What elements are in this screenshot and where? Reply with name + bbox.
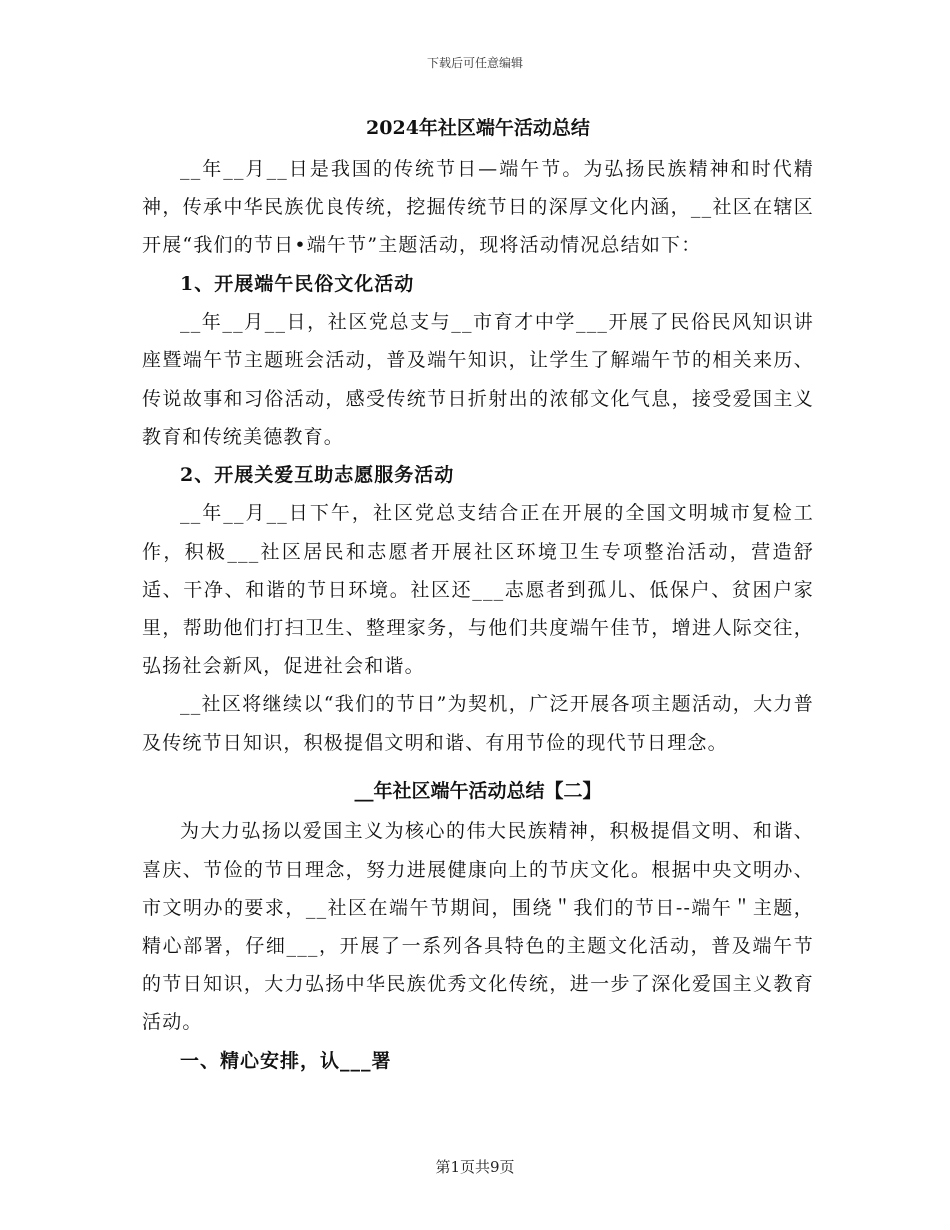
section-2-heading: 2、开展关爱互助志愿服务活动 — [180, 463, 455, 486]
second-intro-paragraph: 为大力弘扬以爱国主义为核心的伟大民族精神，积极提倡文明、和谐、喜庆、节俭的节日理念，努力进展健康向上的节庆文化。根据中央文明办、市文明办的要求，__社区在端午节期间，围绕＂我们的节日--端午＂主题，精心部署，仔细___，开展了一系列各具特色的主题文化活动，普及端午节的节日知识，大力弘扬中华民族优秀文化传统，进一步了深化爱国主义教育活动。 — [142, 820, 814, 1034]
second-title: __年社区端午活动总结【二】 — [354, 779, 602, 802]
intro-paragraph: __年__月__日是我国的传统节日—端午节。为弘扬民族精神和时代精神，传承中华民族优良传统，挖掘传统节日的深厚文化内涵，__社区在辖区开展“我们的节日•端午节”主题活动，现将活动情况总结如下： — [142, 158, 814, 257]
document-body — [142, 112, 814, 1080]
section-2-paragraph: __年__月__日下午，社区党总支结合正在开展的全国文明城市复检工作，积极___社区居民和志愿者开展社区环境卫生专项整治活动，营造舒适、干净、和谐的节日环境。社区还___志愿者到孤儿、低保户、贫困户家里，帮助他们打扫卫生、整理家务，与他们共度端午佳节，增进人际交往，弘扬社会新风，促进社会和谐。 — [142, 502, 814, 678]
section-1-paragraph: __年__月__日，社区党总支与__市育才中学___开展了民俗民风知识讲座暨端午节主题班会活动，普及端午知识，让学生了解端午节的相关来历、传说故事和习俗活动，感受传统节日折射出的浓郁文化气息，接受爱国主义教育和传统美德教育。 — [142, 311, 814, 448]
section-3-heading: 一、精心安排，认___署 — [180, 1049, 392, 1072]
document-title: 2024年社区端午活动总结 — [366, 117, 590, 139]
section-1-heading: 1、开展端午民俗文化活动 — [180, 272, 415, 295]
page-footer: 第1页共9页 — [435, 1158, 515, 1176]
closing-paragraph: __社区将继续以“我们的节日”为契机，广泛开展各项主题活动，大力普及传统节日知识，积极提倡文明和谐、有用节俭的现代节日理念。 — [142, 693, 814, 754]
page-header: 下载后可任意编辑 — [426, 56, 523, 70]
